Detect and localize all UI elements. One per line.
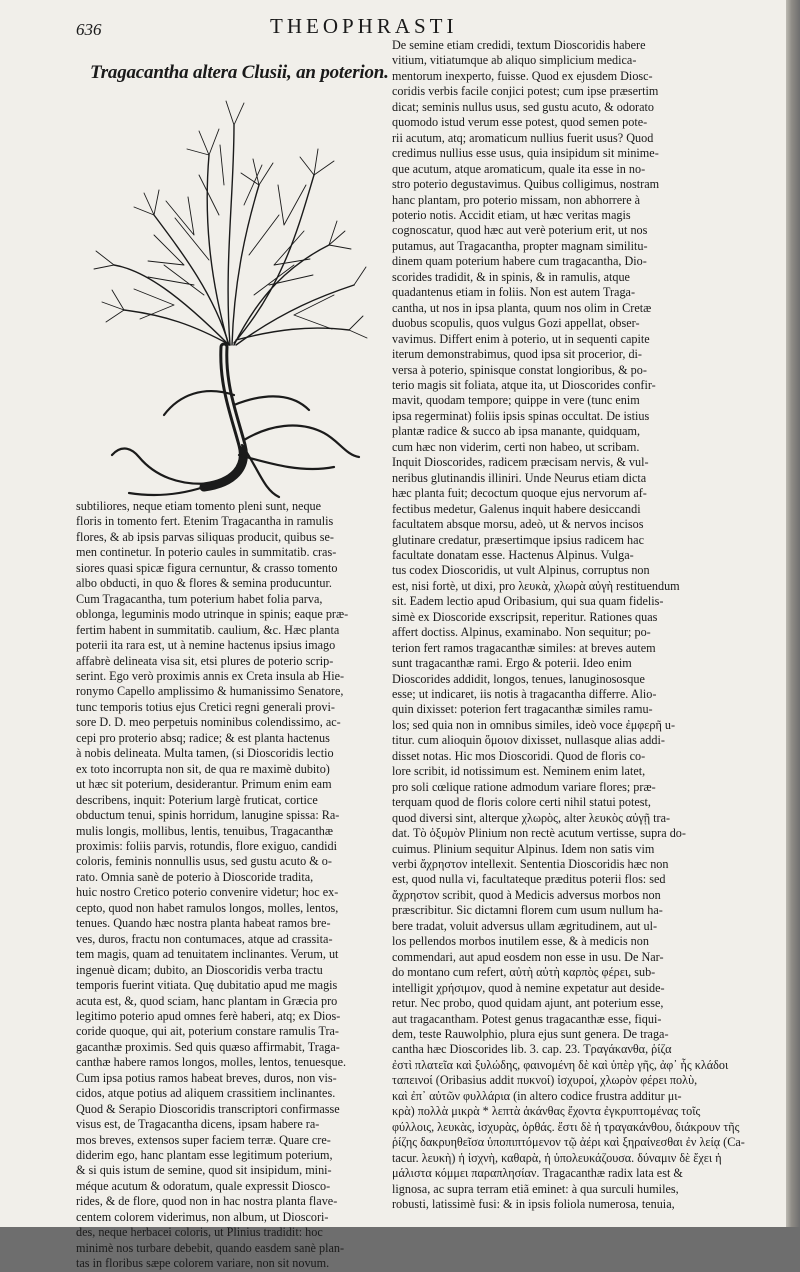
text-line: fertim habent in summitatib. caulium, &c. Hæc planta	[76, 622, 340, 637]
text-line: ῥίζης δακρυηθεῖσα ὑποπιπτόμενον τῷ ἀέρι καὶ ξηραίνεσθαι ἐν λείᾳ (Ca-	[392, 1135, 745, 1150]
text-line: terquam quod de floris colore certi nihil statui potest,	[392, 795, 651, 810]
text-line: titur. cum alioquin ὅμοιον dixisset, nullasque alias addi-	[392, 733, 665, 748]
text-line: præscribitur. Sic dictamni florem cum usum nullum ha-	[392, 903, 663, 918]
text-line: putamus, aut Tragacantha, propter magnam similitu-	[392, 238, 648, 253]
text-line: acuta est, &, quod sciam, hanc plantam in Græcia pro	[76, 993, 338, 1008]
text-line: κρὰ) πολλὰ μικρὰ * λεπτὰ ἀκάνθας ἔχοντα ἐγκρυπτομένας τοῖς	[392, 1104, 701, 1119]
text-line: coride quoque, qui ait, poterium constare ramulis Tra-	[76, 1024, 339, 1039]
text-line: albo obducti, in quo & flores & semina producuntur.	[76, 576, 332, 591]
text-line: obductum tenui, spinis horridum, lanugine spissa: Ra-	[76, 808, 340, 823]
text-line: esse; ut indicaret, iis notis à tragacantha differre. Alio-	[392, 687, 657, 702]
page-number: 636	[76, 20, 102, 39]
text-line: plantæ radice & succo ab ipsa manante, quidquam,	[392, 424, 641, 439]
text-line: bere tradat, voluit adversus ullam ægritudinem, aut ul-	[392, 918, 658, 933]
text-line: est, nisi fortè, ut dixi, pro λευκὰ, χλωρὰ αὐγὴ restituendum	[392, 578, 680, 593]
text-line: quin dixisset: poterion fert tragacanthæ similes ramu-	[392, 702, 653, 717]
text-line: floris in tomento fert. Etenim Tragacantha in ramulis	[76, 514, 334, 529]
figure-title: Tragacantha altera Clusii, an poterion.	[90, 62, 389, 83]
text-line: neribus glutinandis illiniri. Unde Neurus etiam dicta	[392, 470, 647, 485]
text-line: Inquit Dioscorides, radicem præcisam nervis, & vul-	[392, 455, 649, 470]
text-line: diderim ego, hanc plantam esse legitimum poterium,	[76, 1148, 333, 1163]
text-line: ταπεινοί (Oribasius addit πυκνοί) ἰσχυροί, χλωρὸν φέρει πολὺ,	[392, 1073, 698, 1088]
text-line: poterio notis. Accidit etiam, ut hæc veritas magis	[392, 207, 631, 222]
text-line: tacur. λευκὴ) ἡ ἰσχνὴ, καθαρὰ, ἡ ὑπολευκάζουσα. δύναμιν δὲ ἔχει ἡ	[392, 1150, 722, 1165]
text-line: cognoscatur, quod hæc aut verè poterium erit, ut nos	[392, 223, 648, 238]
text-line: sore D. D. meo perpetuis nominibus colendissimo, ac-	[76, 715, 341, 730]
text-line: sit. Eadem lectio apud Oribasium, qui sua quam fidelis-	[392, 594, 664, 609]
text-line: fectibus medetur, Galenus inquit habere desiccandi	[392, 501, 641, 516]
text-line: à nobis delineata. Multa tamen, (si Dioscoridis lectio	[76, 746, 334, 761]
text-line: minimè nos turbare debebit, quando easdem sanè plan-	[76, 1240, 345, 1255]
text-line: lignosa, ac supra terram etiã eminet: à qua surculi humiles,	[392, 1181, 679, 1196]
text-line: ipsa regerminat) foliis ipsis spinas occultat. De istius	[392, 408, 650, 423]
text-line: quadantenus etiam in foliis. Non est autem Traga-	[392, 285, 636, 300]
text-line: retur. Nec probo, quod quidam ajunt, ant poterium esse,	[392, 996, 664, 1011]
text-line: cidos, atque potius ad aliquem crassitiem inclinantes.	[76, 1086, 336, 1101]
text-line: duobus scopulis, quos vulgus Gozi appellat, obser-	[392, 316, 640, 331]
text-line: temporis fuerint vitiata. Quę dubitatio apud me magis	[76, 978, 338, 993]
text-line: huic nostro Cretico poterio convenire videtur; hoc ex-	[76, 885, 339, 900]
text-line: robusti, latissimè fusi: & in ipsis foliola numerosa, tenuia,	[392, 1196, 675, 1211]
text-line: los; sed quia non in omnibus similes, ideò voce ἐμφερῆ u-	[392, 717, 676, 732]
text-line: Cum ipsa potius ramos habeat breves, duros, non vis-	[76, 1070, 337, 1085]
text-line: vavimus. Differt enim à poterio, ut in sequenti capite	[392, 331, 650, 346]
text-line: visus est, de Tragacantha dicens, ipsam habere ra-	[76, 1117, 320, 1132]
text-line: facultatem absque morsu, adeò, ut & nervos incisos	[392, 517, 644, 532]
text-line: versa à poterio, spinisque constat longioribus, & po-	[392, 362, 647, 377]
text-line: verbi ἄχρηστον intellexit. Sententia Dioscoridis hæc non	[392, 857, 669, 872]
text-line: Dioscorides addidit, longos, tenues, lanuginososque	[392, 671, 645, 686]
text-line: cantha hæc Dioscorides lib. 3. cap. 23. Τραγάκανθα, ῥίζα	[392, 1042, 672, 1057]
text-line: centem colorem viderimus, non album, ut Dioscori-	[76, 1209, 329, 1224]
text-line: tus codex Dioscoridis, ut vult Alpinus, corruptus non	[392, 563, 650, 578]
text-line: méque acutum & odoratum, quale expressit Diosco-	[76, 1178, 331, 1193]
text-line: poterii ita rara est, ut à nemine hactenus ipsius imago	[76, 638, 336, 653]
text-line: dat. Τὸ ὀξυμὸν Plinium non rectè acutum vertisse, supra do-	[392, 826, 686, 841]
text-line: commendari, aut apud eosdem non esse in usu. De Nar-	[392, 949, 664, 964]
text-line: los pellendos morbos inutilem esse, & à medicis non	[392, 934, 649, 949]
text-line: des, neque herbacei coloris, ut Plinius tradidit: hoc	[76, 1225, 323, 1240]
text-line: ut hæc sit poterium, desiderantur. Primum enim eam	[76, 777, 332, 792]
text-line: tenues. Quando hæc nostra planta habeat ramos bre-	[76, 916, 331, 931]
text-line: ronymo Capello amplissimo & humanissimo Senatore,	[76, 684, 344, 699]
text-line: scorides tradidit, & in spinis, & in ramulis, atque	[392, 269, 630, 284]
running-head: THEOPHRASTI	[270, 14, 458, 38]
text-line: καὶ ἐπ᾽ αὐτῶν φυλλάρια (in altero codice frustra additur μι-	[392, 1088, 682, 1103]
text-line: do montano cum refert, αὐτὴ αὐτὴ καρπὸς φέρει, sub-	[392, 965, 656, 980]
text-line: iterum demonstrabimus, quod ipsa sit procerior, di-	[392, 347, 642, 362]
text-line: pro soli cœlique ratione admodum variare flores; præ-	[392, 779, 656, 794]
text-line: ἐστὶ πλατεῖα καὶ ξυλώδης, φαινομένη δὲ καὶ ὑπὲρ γῆς, ἀφ᾽ ἧς κλάδοι	[392, 1057, 729, 1072]
text-line: terio magis sit foliata, atque ita, ut Dioscorides confir-	[392, 377, 656, 392]
text-line: men continetur. In poterio caules in summitatib. cras-	[76, 545, 337, 560]
text-line: ingenuè dicam; dubito, an Dioscoridis verba tractu	[76, 962, 323, 977]
text-line: glutinare credatur, præsertimque ipsius radicem hac	[392, 532, 644, 547]
text-line: cum hæc non viderim, certi non habeo, ut scribam.	[392, 439, 640, 454]
text-line: De semine etiam credidi, textum Dioscoridis habere	[392, 38, 646, 52]
text-line: rii acutum, atq; aromaticum nullius fuerit usus? Quod	[392, 130, 654, 145]
text-line: cuimus. Plinium sequitur Alpinus. Idem non satis vim	[392, 841, 655, 856]
text-line: est, quod nulla vi, facultateque præditus poterii flos: sed	[392, 872, 666, 887]
text-column-right	[392, 38, 745, 1211]
text-line: intelligit χρήσιμον, quod à nemine expetatur aut deside-	[392, 980, 665, 995]
text-line: affert doctiss. Alpinus, examinabo. Non sequitur; po-	[392, 625, 651, 640]
text-line: coloris, feminis nonnullis usus, sed gustu acuto & o-	[76, 854, 332, 869]
text-line: ἄχρηστον scribit, quod à Medicis adversus morbos non	[392, 887, 661, 902]
text-line: μάλιστα κόμμει παραπλησίαν. Tragacanthæ radix lata est &	[392, 1166, 683, 1181]
text-line: & si quis istum de semine, quod sit insipidum, mini-	[76, 1163, 332, 1178]
text-line: describens, inquit: Poterium largè fruticat, cortice	[76, 792, 318, 807]
text-line: proximis: foliis parvis, rotundis, flore exiguo, candidi	[76, 838, 337, 853]
text-line: legitimo poterio apud omnes ferè haberi, atq; ex Dios-	[76, 1008, 341, 1023]
text-line: facultate donatam esse. Hactenus Alpinus. Vulga-	[392, 547, 634, 562]
text-line: gacanthæ proximis. Sed quis quæso affirmabit, Traga-	[76, 1039, 340, 1054]
text-line: lore scribit, id notissimum est. Neminem enim latet,	[392, 764, 646, 779]
text-line: simè ex Dioscoride exscripsit, reperitur. Rationes quas	[392, 609, 658, 624]
text-line: credimus nullius esse usus, quia insipidum sit minime-	[392, 146, 659, 161]
text-line: dem, teste Rauwolphio, plura ejus sunt genera. De traga-	[392, 1027, 669, 1041]
text-line: Quod & Serapio Dioscoridis transcriptori confirmasse	[76, 1101, 340, 1116]
text-line: dinem quam poterium habere cum tragacantha, Dio-	[392, 254, 647, 269]
text-line: mos breves, extensos super faciem terræ. Quare cre-	[76, 1132, 331, 1147]
text-line: ves, duros, fractu non contumaces, atque ad crassita-	[76, 931, 333, 946]
text-line: cepi pro proterio absq; radice; & est planta hactenus	[76, 730, 330, 745]
text-line: tem magis, quam ad tenuitatem inclinantes. Verum, ut	[76, 947, 339, 962]
text-line: disset notas. Hic mos Dioscoridi. Quod de floris co-	[392, 748, 646, 763]
text-line: cepto, quod non habet ramulos longos, molles, lentos,	[76, 900, 339, 915]
text-line: mavit, quodam tempore; quippe in vere (tunc enim	[392, 393, 640, 408]
text-line: serint. Ego verò proximis annis ex Creta insula ab Hie-	[76, 668, 345, 683]
page-edge-shadow	[786, 0, 800, 1227]
text-line: ex toto incorrupta non sit, de qua re maximè dubito)	[76, 761, 330, 776]
plant-illustration	[84, 95, 374, 500]
text-line: siores quasi spicæ figura cernuntur, & crasso tomento	[76, 560, 338, 575]
text-line: que acutum, atque aromaticum, quale ita esse in no-	[392, 161, 646, 176]
text-line: hanc plantam, pro poterio missam, non abhorrere à	[392, 192, 641, 207]
text-line: affabrè delineata visa sit, etsi plures de poterio scrip-	[76, 653, 334, 668]
text-line: terion fert ramos tragacanthæ similes: at breves autem	[392, 640, 656, 655]
text-line: sunt tragacanthæ rami. Ergo & poterii. Ideo enim	[392, 656, 632, 671]
text-line: hæc planta fuit; decoctum quoque ejus nervorum af-	[392, 486, 647, 501]
text-line: rato. Omnia sanè de poterio à Dioscoride tradita,	[76, 869, 314, 884]
text-line: vitium, vitiatumque ab aliquo simplicium medica-	[392, 53, 637, 68]
text-line: dicat; seminis nullus usus, sed gustu acuto, & odorato	[392, 99, 655, 114]
text-line: cantha, ut nos in ipsa planta, quum nos olim in Cretæ	[392, 300, 652, 315]
text-line: tunc temporis totius ejus Cretici regni generali provi-	[76, 699, 335, 714]
text-line: canthæ habere ramos longos, molles, lentos, tenuesque.	[76, 1055, 347, 1070]
text-line: flores, & ab ipsis parvas siliquas producit, quibus se-	[76, 529, 334, 544]
text-line: quod diversi sint, alterque χλωρὸς, alter λευκὸς αὐγῇ tra-	[392, 810, 671, 825]
text-line: mulis longis, mollibus, lentis, tenuibus, Tragacanthæ	[76, 823, 333, 838]
text-line: subtiliores, neque etiam tomento pleni sunt, neque	[76, 499, 322, 513]
text-column-left	[76, 499, 378, 1271]
text-line: coridis verbis facile conjici potest; cum ipse præsertim	[392, 84, 659, 99]
text-line: Cum Tragacantha, tum poterium habet folia parva,	[76, 591, 323, 606]
text-line: tas in floribus sæpe colorem variare, non sit novum.	[76, 1256, 330, 1271]
text-line: quomodo istud verum esse potest, quod semen pote-	[392, 115, 648, 130]
text-line: stro poterio degustavimus. Quibus colligimus, nostram	[392, 177, 660, 192]
text-line: φύλλοις, λευκὰς, ἰσχυρὰς, ὀρθάς. ἔστι δὲ ἡ τραγακάνθου, διάκρουν τῆς	[392, 1119, 740, 1134]
text-line: oblonga, leguminis modo utrinque in spinis; eaque præ-	[76, 607, 349, 622]
text-line: aut tragacantham. Potest genus tragacanthæ esse, fiqui-	[392, 1011, 662, 1026]
text-line: rides, & de flore, quod non in hac nostra planta flave-	[76, 1194, 338, 1209]
text-line: mentorum inexperto, fuisse. Quod ex ejusdem Diosc-	[392, 68, 653, 83]
